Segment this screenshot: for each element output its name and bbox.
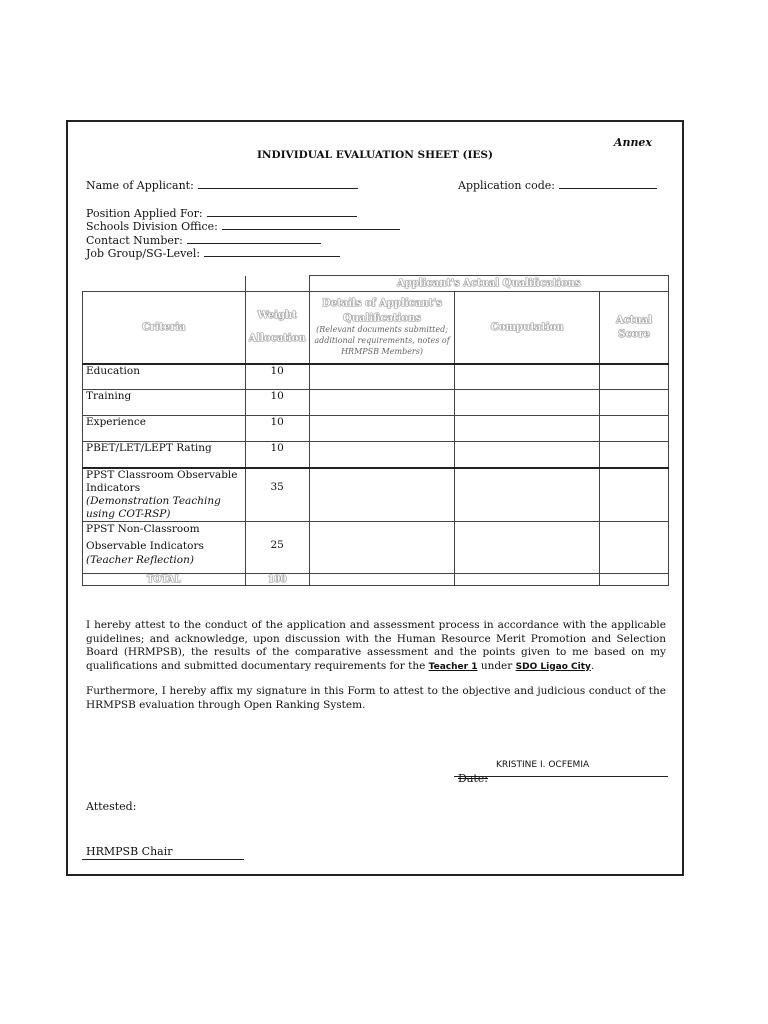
weight-experience: 10 — [245, 416, 309, 442]
details-cell[interactable] — [309, 416, 455, 442]
col-computation: Computation — [455, 292, 600, 364]
chair-signature-line[interactable] — [82, 859, 244, 860]
attest-text: I hereby attest to the conduct of the application and assessment process in accordance with the applicable guidelines; and acknowledge, upon discussion with the Human Resource Merit Promotion and Selection Board (HRMPSB), the results of the comparative assessment and the points given to me based on my qualifications and submitted documentary requirements for the — [86, 619, 666, 672]
schools-division-line[interactable] — [222, 219, 400, 230]
col-details-line1: Details of Applicant's — [322, 297, 442, 309]
criteria-ppst-nonclassroom-b: Observable Indicators — [86, 540, 204, 552]
computation-cell[interactable] — [455, 442, 600, 468]
col-details — [309, 292, 455, 364]
table-row — [83, 522, 669, 574]
score-cell[interactable] — [600, 468, 669, 522]
table-row — [83, 416, 669, 442]
table-header-row — [83, 292, 669, 364]
col-weight — [245, 292, 309, 364]
group-header: Applicant's Actual Qualifications — [309, 276, 668, 292]
job-group-line[interactable] — [204, 246, 340, 257]
col-details-line2: Qualifications — [343, 312, 421, 324]
col-details-note: (Relevant documents submitted; additional requirements, notes of HRMPSB Members) — [314, 324, 450, 356]
contact-number-line[interactable] — [187, 233, 321, 244]
weight-education: 10 — [245, 364, 309, 390]
criteria-ppst-classroom-note: (Demonstration Teaching using COT-RSP) — [86, 494, 221, 520]
position-applied-line[interactable] — [207, 206, 357, 217]
col-actual-line2: Score — [618, 328, 650, 340]
table-row — [83, 390, 669, 416]
schools-division-field[interactable] — [86, 219, 400, 233]
total-score-cell[interactable] — [600, 574, 669, 586]
contact-number-field[interactable] — [86, 233, 321, 247]
score-cell[interactable] — [600, 522, 669, 574]
office-name: SDO Ligao City — [515, 661, 591, 672]
criteria-ppst-nonclassroom-note: (Teacher Reflection) — [86, 554, 194, 566]
col-actual-line1: Actual — [616, 314, 653, 326]
schools-division-label: Schools Division Office: — [86, 220, 218, 233]
name-of-applicant-label: Name of Applicant: — [86, 179, 194, 192]
date-label: Date: — [458, 772, 489, 785]
application-code-line[interactable] — [559, 178, 657, 189]
total-value: 100 — [245, 574, 309, 586]
details-cell[interactable] — [309, 468, 455, 522]
criteria-education: Education — [83, 364, 246, 390]
evaluation-sheet — [66, 120, 684, 876]
score-cell[interactable] — [600, 416, 669, 442]
attest-paragraph-1 — [86, 619, 666, 674]
total-label: TOTAL — [83, 574, 246, 586]
computation-cell[interactable] — [455, 390, 600, 416]
table-row — [83, 468, 669, 522]
position-applied-field[interactable] — [86, 206, 357, 220]
details-cell[interactable] — [309, 442, 455, 468]
evaluation-table — [82, 275, 669, 586]
criteria-rating: PBET/LET/LEPT Rating — [83, 442, 246, 468]
criteria-training: Training — [83, 390, 246, 416]
signatory-name: KRISTINE I. OCFEMIA — [496, 760, 590, 770]
attested-label: Attested: — [86, 800, 137, 813]
weight-ppst-classroom: 35 — [245, 468, 309, 522]
table-row — [83, 364, 669, 390]
application-code-label: Application code: — [458, 179, 555, 192]
details-cell[interactable] — [309, 364, 455, 390]
attest-paragraph-2: Furthermore, I hereby affix my signature in this Form to attest to the objective and judicious conduct of the HRMPSB evaluation through Open Ranking System. — [86, 685, 666, 711]
score-cell[interactable] — [600, 442, 669, 468]
total-row — [83, 574, 669, 586]
computation-cell[interactable] — [455, 364, 600, 390]
table-group-header-row — [83, 276, 669, 292]
annex-label: Annex — [613, 136, 652, 149]
position-name: Teacher 1 — [428, 661, 478, 672]
job-group-field[interactable] — [86, 246, 340, 260]
col-criteria: Criteria — [83, 292, 246, 364]
period: . — [590, 659, 595, 672]
weight-training: 10 — [245, 390, 309, 416]
score-cell[interactable] — [600, 364, 669, 390]
score-cell[interactable] — [600, 390, 669, 416]
criteria-ppst-classroom — [83, 468, 246, 522]
name-of-applicant-field[interactable] — [86, 178, 358, 192]
contact-number-label: Contact Number: — [86, 234, 183, 247]
weight-ppst-nonclassroom: 25 — [245, 522, 309, 574]
hrmpsb-chair-label: HRMPSB Chair — [86, 845, 173, 858]
name-of-applicant-line[interactable] — [198, 178, 358, 189]
details-cell[interactable] — [309, 390, 455, 416]
application-code-field[interactable] — [458, 178, 657, 192]
col-weight-line2: Allocation — [248, 333, 306, 345]
job-group-label: Job Group/SG-Level: — [86, 247, 201, 260]
criteria-ppst-nonclassroom-a: PPST Non-Classroom — [86, 523, 200, 535]
under-word: under — [480, 659, 513, 672]
col-weight-line1: Weight — [257, 310, 297, 322]
criteria-experience: Experience — [83, 416, 246, 442]
computation-cell[interactable] — [455, 522, 600, 574]
criteria-ppst-classroom-b: Indicators — [86, 481, 141, 494]
details-cell[interactable] — [309, 522, 455, 574]
criteria-ppst-nonclassroom — [83, 522, 246, 574]
position-applied-label: Position Applied For: — [86, 207, 203, 220]
table-row — [83, 442, 669, 468]
col-actual-score — [600, 292, 669, 364]
computation-cell[interactable] — [455, 416, 600, 442]
page-title: INDIVIDUAL EVALUATION SHEET (IES) — [257, 149, 493, 161]
computation-cell[interactable] — [455, 468, 600, 522]
criteria-ppst-classroom-a: PPST Classroom Observable — [86, 468, 238, 481]
weight-rating: 10 — [245, 442, 309, 468]
